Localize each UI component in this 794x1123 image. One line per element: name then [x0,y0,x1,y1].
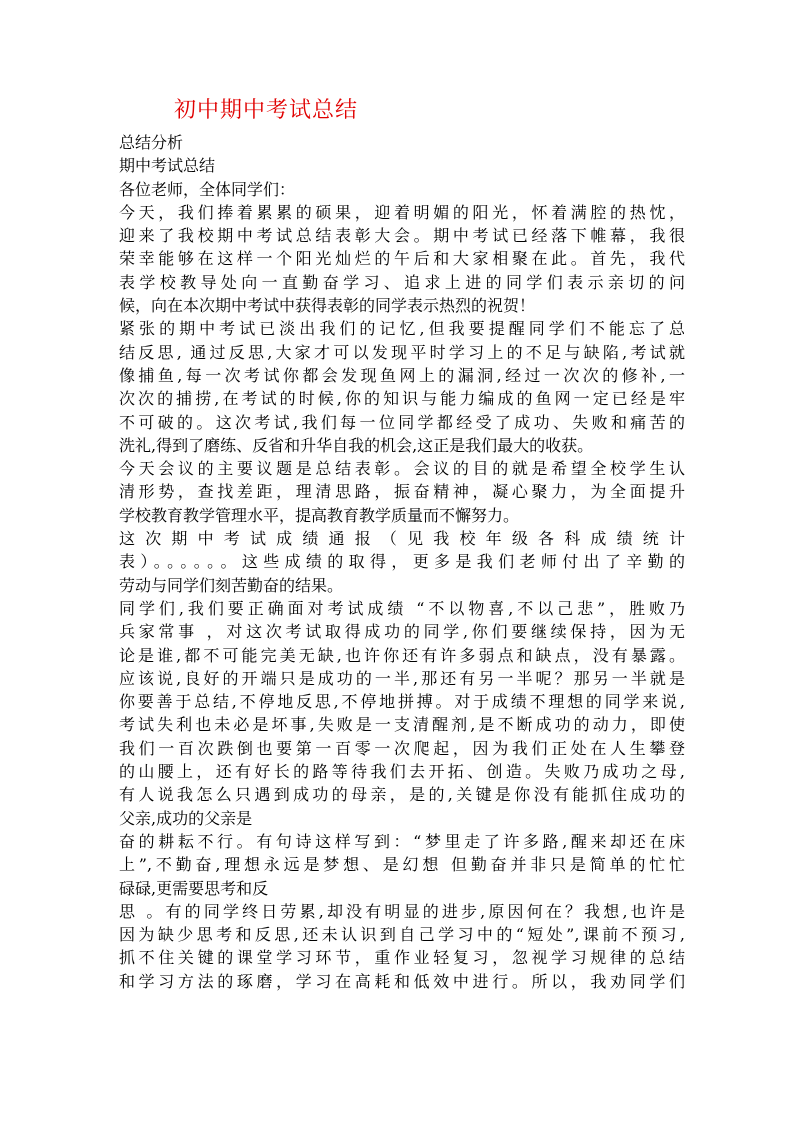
subheading: 期中考试总结 [119,156,216,176]
text-line: 紧张的期中考试已淡出我们的记忆,但我要提醒同学们不能忘了总 [119,319,685,339]
text-line: 上”,不勤奋,理想永远是梦想、是幻想 但勤奋并非只是简单的忙忙 [119,855,685,875]
section-heading: 总结分析 [119,133,184,152]
text-line: 的山腰上，还有好长的路等待我们去开拓、创造。失败乃成功之母, [119,762,685,782]
text-line: 今天，我们捧着累累的硕果，迎着明媚的阳光，怀着满腔的热忱， [119,202,685,222]
text-line: 候，向在本次期中考试中获得表彰的同学表示热烈的祝贺！ [119,296,536,316]
text-line: 兵家常事 ，对这次考试取得成功的同学,你们要继续保持，因为无 [119,622,685,642]
text-line: 论是谁,都不可能完美无缺,也许你还有许多弱点和缺点，没有暴露。 [119,645,685,665]
text-line: 荣幸能够在这样一个阳光灿烂的午后和大家相聚在此。首先，我代 [119,249,685,269]
text-line: 洗礼,得到了磨练、反省和升华自我的机会,这正是我们最大的收获。 [119,435,594,455]
text-line: 劳动与同学们刻苦勤奋的结果。 [119,575,344,595]
salutation: 各位老师，全体同学们： [119,179,296,199]
document-body [119,131,685,993]
text-line: 和学习方法的琢磨，学习在高耗和低效中进行。所以，我劝同学们 [119,971,685,991]
text-line: 我们一百次跌倒也要第一百零一次爬起，因为我们正处在人生攀登 [119,738,685,758]
text-line: 这次期中考试成绩通报（见我校年级各科成绩统计 [119,529,685,549]
text-line: 结反思, 通过反思,大家才可以发现平时学习上的不足与缺陷,考试就 [119,342,685,362]
text-line: 你要善于总结,不停地反思,不停地拼搏。对于成绩不理想的同学来说, [119,692,685,712]
text-line: 考试失利也未必是坏事,失败是一支清醒剂,是不断成功的动力，即使 [119,715,685,735]
text-line: 应该说,良好的开端只是成功的一半,那还有另一半呢？那另一半就是 [119,668,685,688]
text-line: 思 。有的同学终日劳累,却没有明显的进步,原因何在？我想,也许是 [119,901,685,921]
document-title: 初中期中考试总结 [174,98,359,123]
text-line: 父亲,成功的父亲是 [119,808,253,828]
text-line: 碌碌,更需要思考和反 [119,878,269,898]
text-line: 有人说我怎么只遇到成功的母亲，是的,关键是你没有能抓住成功的 [119,785,685,805]
text-line: 今天会议的主要议题是总结表彰。会议的目的就是希望全校学生认 [119,459,685,479]
text-line: 奋的耕耘不行。有句诗这样写到：“梦里走了许多路,醒来却还在床 [119,831,685,851]
text-line: 次次的捕捞,在考试的时候,你的知识与能力编成的鱼网一定已经是牢 [119,389,685,409]
text-line: 表）。。。。。。这些成绩的取得，更多是我们老师付出了辛勤的 [119,552,685,572]
text-line: 抓不住关键的课堂学习环节，重作业轻复习，忽视学习规律的总结 [119,948,685,968]
text-line: 因为缺少思考和反思,还未认识到自己学习中的“短处”,课前不预习, [119,925,685,945]
text-line: 像捕鱼,每一次考试你都会发现鱼网上的漏洞,经过一次次的修补,一 [119,365,685,385]
text-line: 学校教育教学管理水平，提高教育教学质量而不懈努力。 [119,505,520,525]
text-line: 清形势，查找差距，理清思路，振奋精神，凝心聚力，为全面提升 [119,482,685,502]
text-line: 表学校教导处向一直勤奋学习、追求上进的同学们表示亲切的问 [119,272,685,292]
text-line: 同学们,我们要正确面对考试成绩 “不以物喜,不以己悲”，胜败乃 [119,598,685,618]
text-line: 迎来了我校期中考试总结表彰大会。期中考试已经落下帷幕，我很 [119,226,685,246]
text-line: 不可破的。这次考试,我们每一位同学都经受了成功、失败和痛苦的 [119,412,685,432]
